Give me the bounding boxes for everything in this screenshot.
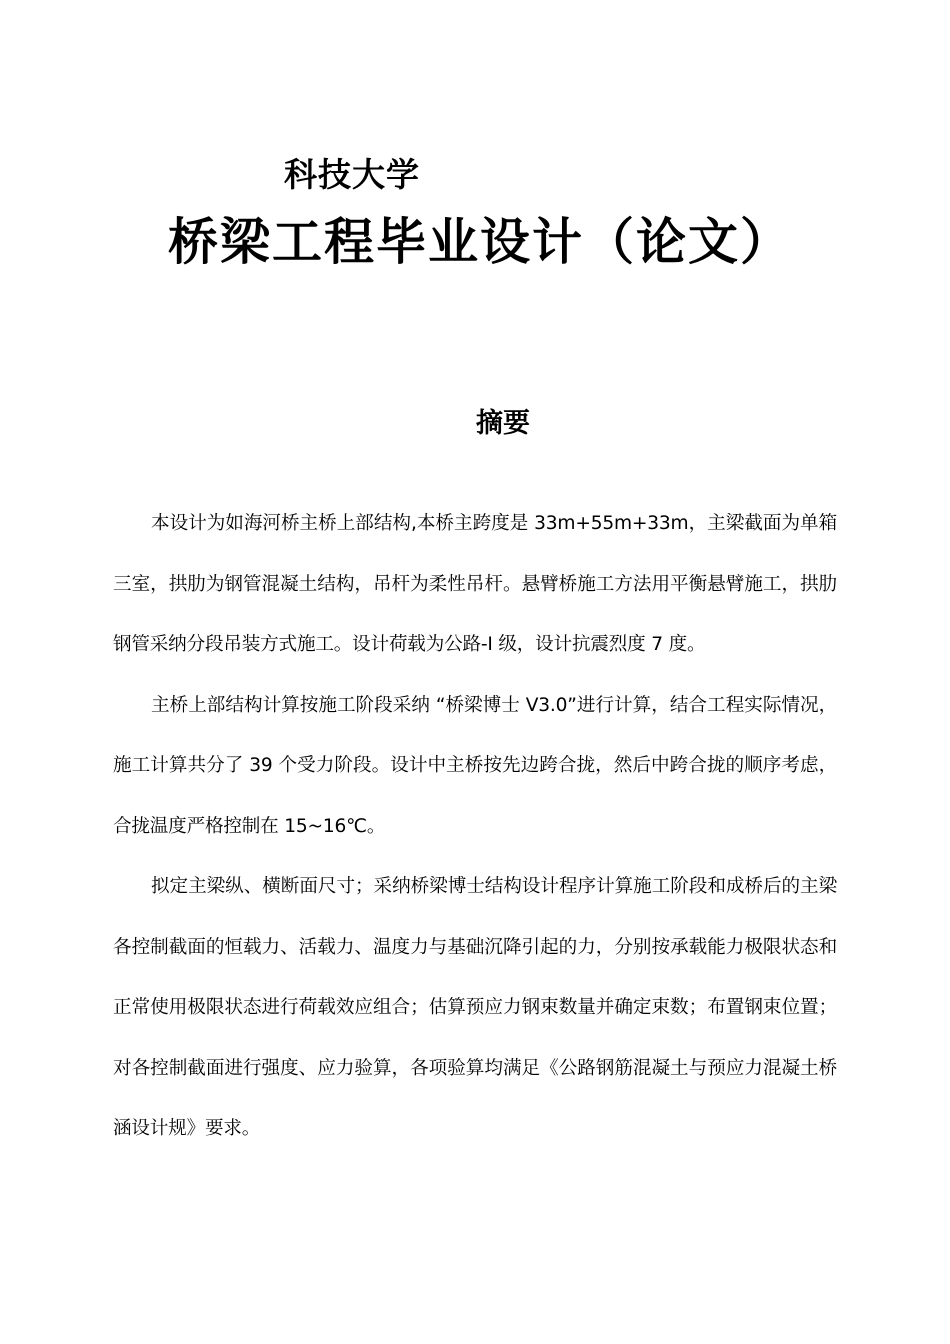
thesis-title: 桥梁工程毕业设计（论文） — [168, 213, 792, 271]
abstract-heading: 摘要 — [476, 408, 530, 439]
abstract-body — [113, 494, 837, 1160]
abstract-paragraph-1: 本设计为如海河桥主桥上部结构,本桥主跨度是 33m+55m+33m，主梁截面为单箱三室，拱肋为钢管混凝土结构，吊杆为柔性吊杆。悬臂桥施工方法用平衡悬臂施工，拱肋钢管采纳分段吊装方式施工。设计荷载为公路-I 级，设计抗震烈度 7 度。 — [113, 513, 837, 655]
abstract-paragraph-2: 主桥上部结构计算按施工阶段采纳 “桥梁博士 V3.0”进行计算，结合工程实际情况，施工计算共分了 39 个受力阶段。设计中主桥按先边跨合拢，然后中跨合拢的顺序考虑，合拢温度严格控制在 15~16℃。 — [113, 694, 837, 837]
university-name: 科技大学 — [284, 155, 420, 194]
abstract-paragraph-3: 拟定主梁纵、横断面尺寸；采纳桥梁博士结构设计程序计算施工阶段和成桥后的主梁各控制截面的恒载力、活载力、温度力与基础沉降引起的力，分别按承载能力极限状态和正常使用极限状态进行荷载效应组合；估算预应力钢束数量并确定束数；布置钢束位置；对各控制截面进行强度、应力验算，各项验算均满足《公路钢筋混凝土与预应力混凝土桥涵设计规》要求。 — [113, 876, 837, 1139]
